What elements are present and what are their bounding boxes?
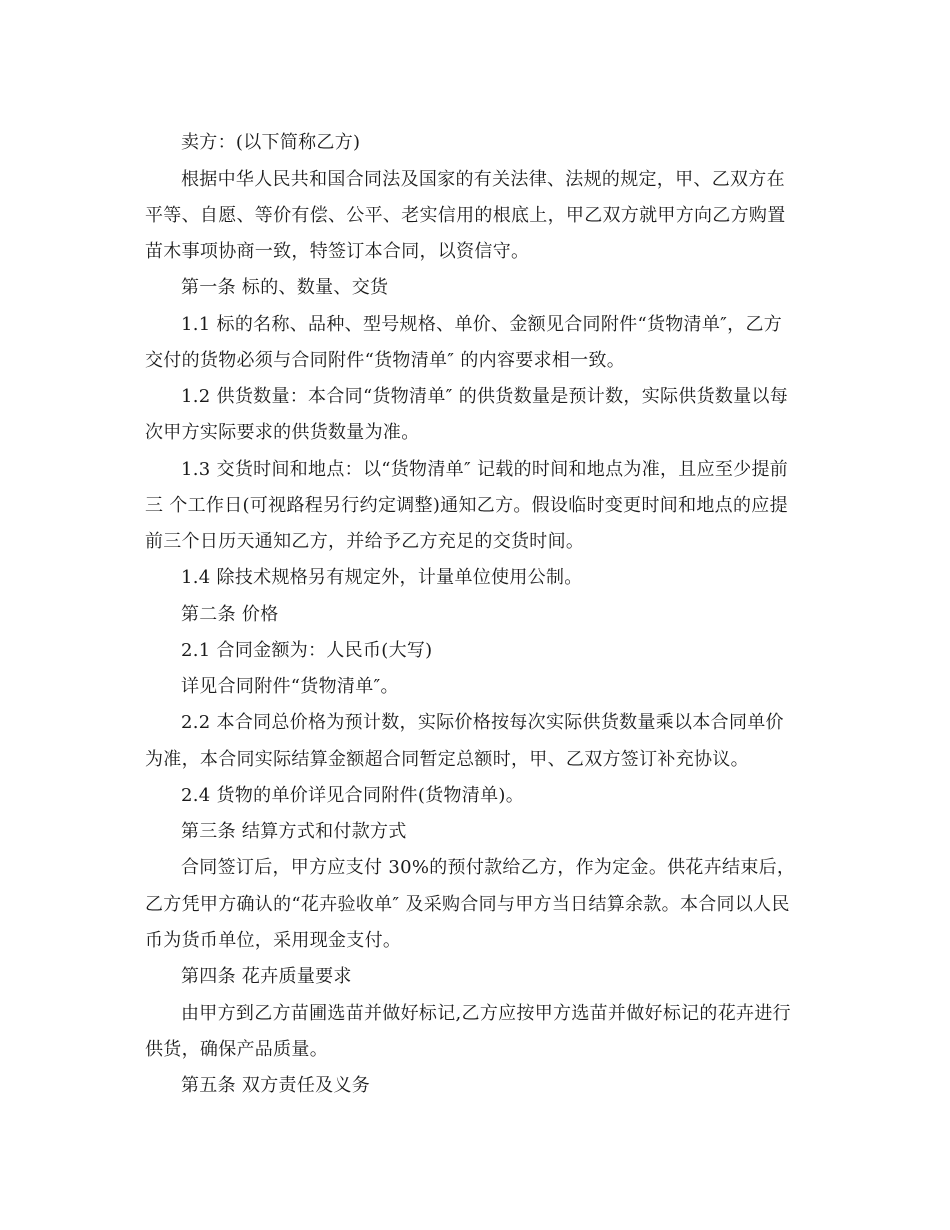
heading-article-2: 第二条 价格 — [181, 604, 279, 625]
heading-article-5: 第五条 双方责任及义务 — [181, 1075, 371, 1096]
line-1-3-a: 1.3 交货时间和地点：以“货物清单″ 记载的时间和地点为准，且应至少提前 — [181, 459, 789, 480]
line-2-4: 2.4 货物的单价详见合同附件(货物清单)。 — [181, 785, 524, 806]
line-2-2-b: 为准，本合同实际结算金额超合同暂定总额时，甲、乙双方签订补充协议。 — [145, 749, 749, 770]
line-3-a: 合同签订后，甲方应支付 30%的预付款给乙方，作为定金。供花卉结束后， — [181, 857, 796, 878]
line-2-1-detail: 详见合同附件“货物清单″。 — [181, 676, 399, 697]
heading-article-3: 第三条 结算方式和付款方式 — [181, 821, 407, 842]
line-2-1: 2.1 合同金额为：人民币(大写) — [181, 640, 433, 661]
line-1-2-b: 次甲方实际要求的供货数量为准。 — [145, 422, 420, 443]
line-1-3-b: 三 个工作日(可视路程另行约定调整)通知乙方。假设临时变更时间和地点的应提 — [145, 495, 788, 516]
line-1-3-c: 前三个日历天通知乙方，并给予乙方充足的交货时间。 — [145, 531, 585, 552]
line-seller: 卖方：(以下简称乙方) — [181, 132, 361, 153]
line-2-2-a: 2.2 本合同总价格为预计数，实际价格按每次实际供货数量乘以本合同单价 — [181, 712, 784, 733]
line-4-a: 由甲方到乙方苗圃选苗并做好标记,乙方应按甲方选苗并做好标记的花卉进行 — [181, 1003, 791, 1024]
line-3-b: 乙方凭甲方确认的“花卉验收单″ 及采购合同与甲方当日结算余款。本合同以人民 — [145, 894, 790, 915]
heading-article-1: 第一条 标的、数量、交货 — [181, 277, 389, 298]
line-preamble-2: 平等、自愿、等价有偿、公平、老实信用的根底上，甲乙双方就甲方向乙方购置 — [145, 205, 786, 226]
line-preamble-1: 根据中华人民共和国合同法及国家的有关法律、法规的规定，甲、乙双方在 — [181, 169, 785, 190]
line-1-1-b: 交付的货物必须与合同附件“货物清单″ 的内容要求相一致。 — [145, 350, 626, 371]
line-1-2-a: 1.2 供货数量：本合同“货物清单″ 的供货数量是预计数，实际供货数量以每 — [181, 386, 789, 407]
line-3-c: 币为货币单位，采用现金支付。 — [145, 930, 402, 951]
line-4-b: 供货，确保产品质量。 — [145, 1039, 328, 1060]
line-preamble-3: 苗木事项协商一致，特签订本合同，以资信守。 — [145, 241, 530, 262]
line-1-1-a: 1.1 标的名称、品种、型号规格、单价、金额见合同附件“货物清单″，乙方 — [181, 314, 783, 335]
line-1-4: 1.4 除技术规格另有规定外，计量单位使用公制。 — [181, 567, 583, 588]
heading-article-4: 第四条 花卉质量要求 — [181, 966, 352, 987]
